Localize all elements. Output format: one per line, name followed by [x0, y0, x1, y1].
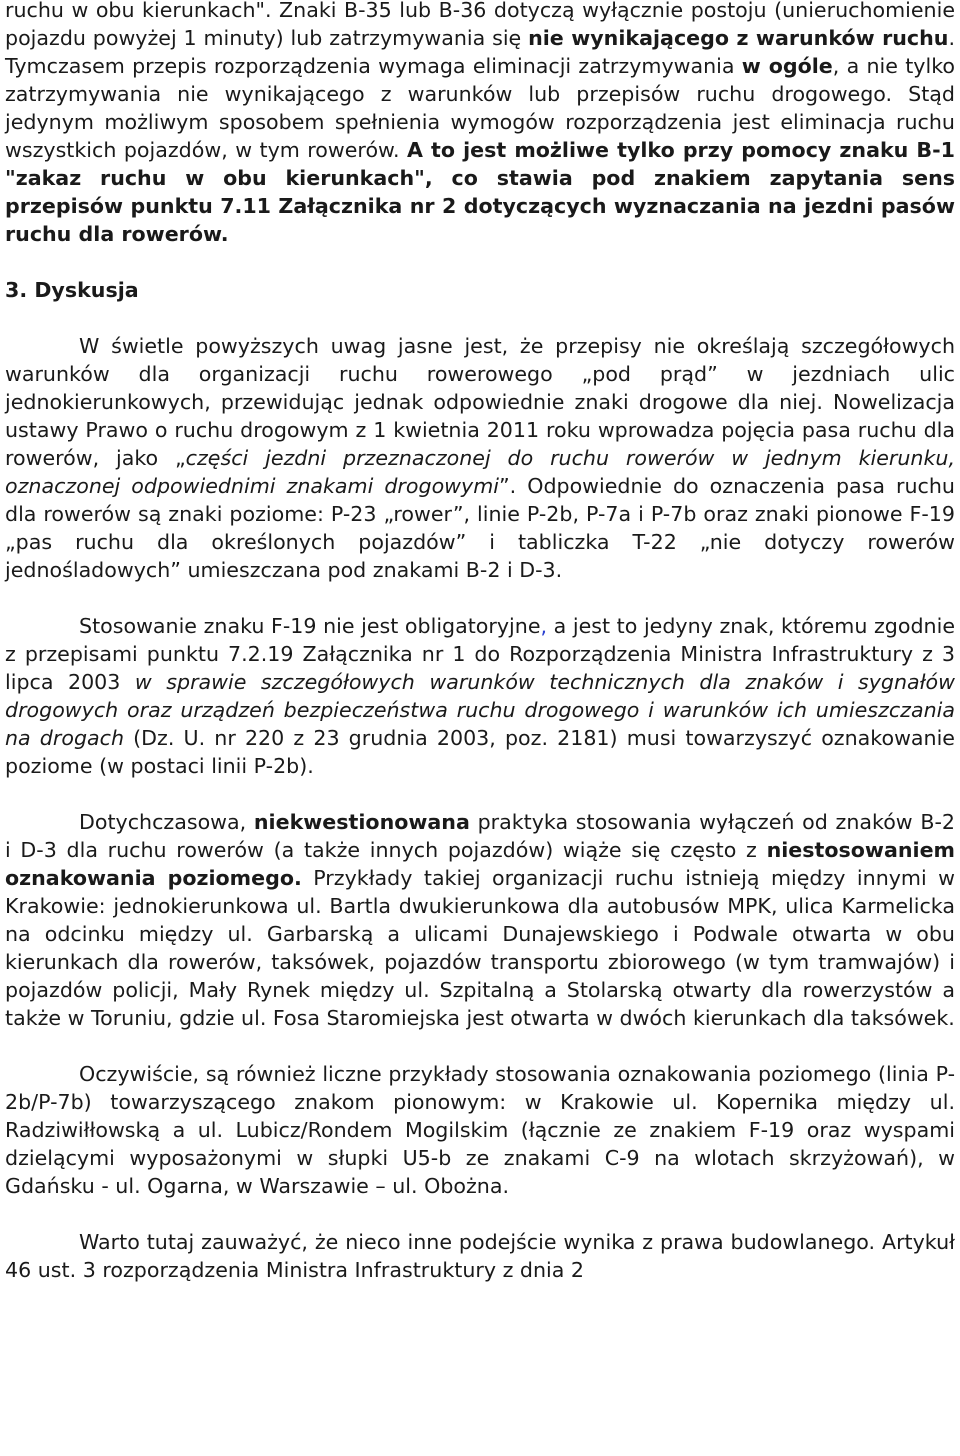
p4-bold-1: niekwestionowana [253, 810, 470, 834]
p6-text-1: Warto tutaj zauważyć, że nieco inne podejście wynika z prawa budowlanego. Artykuł 46 ust. 3 rozporządzenia Ministra Infrastruktury z dnia 2 [5, 1230, 955, 1282]
p1-text-3: , a nie tylko zatrzymywania nie wynikającego z warunków lub przepisów ruchu drogowego. Stąd jedynym możliwym sposobem spełnienia wymogów rozporządzenia jest eliminacja ruchu wszystkich pojazdów, w tym rowerów. [5, 54, 955, 162]
p3-text-1: Stosowanie znaku F-19 nie jest obligatoryjne [79, 614, 541, 638]
p4-text-2: praktyka stosowania wyłączeń od znaków B-2 i D-3 dla ruchu rowerów (a także innych pojazdów) wiąże się często z [5, 810, 956, 862]
p1-bold-3: A to jest możliwe tylko przy pomocy znaku B-1 "zakaz ruchu w obu kierunkach", co stawia pod znakiem zapytania sens przepisów punktu 7.11 Załącznika nr 2 dotyczących wyznaczania na jezdni pasów ruchu dla rowerów. [5, 138, 955, 246]
paragraph-4 [5, 808, 955, 1032]
p5-text-1: Oczywiście, są również liczne przykłady stosowania oznakowania poziomego (linia P-2b/P-7b) towarzyszącego znakom pionowym: w Krakowie ul. Kopernika między ul. Radziwiłłowską a ul. Lubicz/Rondem Mogilskim (łącznie ze znakiem F-19 oraz wyspami dzielącymi wyposażonymi w słupki U5-b ze znakami C-9 na wlotach skrzyżowań), w Gdańsku - ul. Ogarna, w Warszawie – ul. Obożna. [5, 1062, 955, 1198]
p3-text-2: a jest to jedyny znak, któremu zgodnie z przepisami punktu 7.2.19 Załącznika nr 1 do Rozporządzenia Ministra Infrastruktury z 3 lipca 2003 [5, 614, 955, 694]
p1-text-2: . Tymczasem przepis rozporządzenia wymaga eliminacji zatrzymywania [5, 26, 956, 78]
spacer [5, 304, 955, 332]
paragraph-3 [5, 612, 955, 780]
p1-text-1: ruchu w obu kierunkach". Znaki B-35 lub B-36 dotyczą wyłącznie postoju (unieruchomienie pojazdu powyżej 1 minuty) lub zatrzymywania się [5, 0, 955, 50]
p3-italic-1: w sprawie szczegółowych warunków technicznych dla znaków i sygnałów drogowych oraz urządzeń bezpieczeństwa ruchu drogowego i warunków ich umieszczania na drogach [5, 670, 955, 750]
section-heading: 3. Dyskusja [5, 278, 139, 302]
spacer [5, 248, 955, 276]
p2-italic-1: części jezdni przeznaczonej do ruchu rowerów w jednym kierunku, oznaczonej odpowiednimi znakami drogowymi [5, 446, 956, 498]
p2-text-2: ”. Odpowiednie do oznaczenia pasa ruchu dla rowerów są znaki poziome: P-23 „rower”, linie P-2b, P-7a i P-7b oraz znaki pionowe F-19 „pas ruchu dla określonych pojazdów” i tabliczka T-22 „nie dotyczy rowerów jednośladowych” umieszczana pod znakami B-2 i D-3. [5, 474, 955, 582]
p3-text-3: (Dz. U. nr 220 z 23 grudnia 2003, poz. 2181) musi towarzyszyć oznakowanie poziome (w postaci linii P-2b). [5, 726, 955, 778]
p3-blue-comma: , [540, 614, 548, 638]
spacer [5, 1032, 955, 1060]
p1-bold-1: nie wynikającego z warunków ruchu [528, 26, 949, 50]
paragraph-1 [5, 0, 955, 248]
paragraph-2 [5, 332, 955, 584]
document-page [5, 0, 955, 1284]
spacer [5, 1200, 955, 1228]
p4-text-1: Dotychczasowa, [79, 810, 254, 834]
p2-text-1: W świetle powyższych uwag jasne jest, że przepisy nie określają szczegółowych warunków dla organizacji ruchu rowerowego „pod prąd” w jezdniach ulic jednokierunkowych, przewidując jednak odpowiednie znaki drogowe dla niej. Nowelizacja ustawy Prawo o ruchu drogowym z 1 kwietnia 2011 roku wprowadza pojęcia pasa ruchu dla rowerów, jako „ [5, 334, 955, 470]
spacer [5, 584, 955, 612]
p4-bold-2: niestosowaniem oznakowania poziomego. [5, 838, 955, 890]
paragraph-6 [5, 1228, 955, 1284]
p4-text-3: Przykłady takiej organizacji ruchu istnieją między innymi w Krakowie: jednokierunkowa ul. Bartla dwukierunkowa dla autobusów MPK, ulica Karmelicka na odcinku między ul. Garbarską a ulicami Dunajewskiego i Podwale otwarta w obu kierunkach dla rowerów, taksówek, pojazdów transportu zbiorowego (w tym tramwajów) i pojazdów policji, Mały Rynek między ul. Szpitalną a Stolarską otwarty dla rowerzystów a także w Toruniu, gdzie ul. Fosa Staromiejska jest otwarta w dwóch kierunkach dla taksówek. [5, 866, 955, 1030]
p1-bold-2: w ogóle [741, 54, 833, 78]
paragraph-5 [5, 1060, 955, 1200]
spacer [5, 780, 955, 808]
